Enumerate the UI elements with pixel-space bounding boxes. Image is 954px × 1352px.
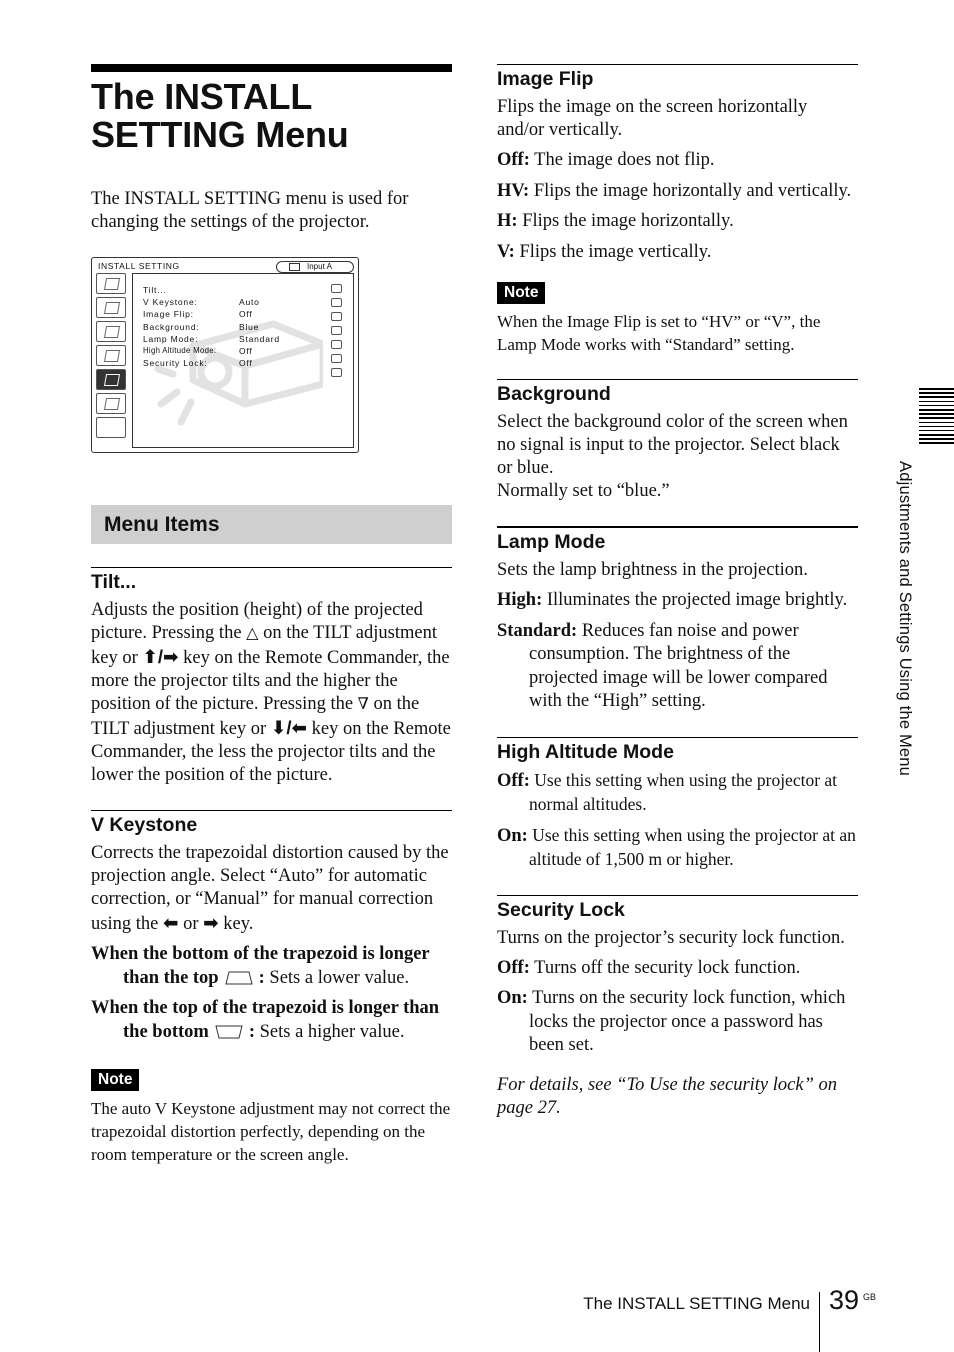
setting-value: Off [239, 358, 253, 369]
menu-items-heading: Menu Items [91, 505, 452, 544]
menu-setting-icon [96, 345, 126, 366]
altitude-status-icon [331, 354, 342, 363]
list-item: V: Flips the image vertically. [497, 241, 712, 262]
picture-menu-icon [96, 273, 126, 294]
imageflip-text: Flips the image on the screen horizontally and/or vertically. [497, 97, 808, 140]
setting-row [143, 308, 280, 320]
install-setting-icon [96, 369, 126, 390]
page-number: 39 [829, 1285, 860, 1315]
lock-status-icon [331, 368, 342, 377]
down-triangle-icon: ∇ [357, 696, 369, 713]
setting-key: V Keystone: [143, 297, 198, 308]
lampmode-text: Sets the lamp brightness in the projection. [497, 560, 808, 580]
footer-title: The INSTALL SETTING Menu [583, 1294, 810, 1313]
highalt-heading: High Altitude Mode [497, 740, 674, 763]
keystone-status-icon [331, 298, 342, 307]
list-item: Standard: Reduces fan noise and power consumption. The brightness of the projected image will be lower compared with the “High” setting. [497, 620, 828, 711]
menu-panel [132, 273, 354, 448]
background-default: Normally set to “blue.” [497, 481, 670, 501]
highalt-section [497, 737, 858, 872]
lamp-status-icon [331, 340, 342, 349]
screen-title: INSTALL SETTING [98, 261, 180, 271]
setting-key: Background: [143, 321, 200, 332]
right-arrow-icon: ➡ [203, 912, 219, 933]
blank-menu-icon [96, 417, 126, 438]
intro-text: The INSTALL SETTING menu is used for changing the settings of the projector. [91, 189, 409, 232]
list-item: Off: The image does not flip. [497, 150, 715, 170]
setting-row [143, 284, 280, 296]
left-arrow-icon: ⬅ [162, 912, 179, 933]
keystone-top-longer: When the top of the trapezoid is longer than the bottom : Sets a higher value. [91, 998, 440, 1042]
tilt-heading: Tilt... [91, 571, 137, 593]
vkeystone-note: The auto V Keystone adjustment may not correct the trapezoidal distortion perfectly, depending on the room temperature or the screen angle. [91, 1099, 451, 1164]
footer-divider [819, 1292, 820, 1352]
list-item: On: Use this setting when using the projector at an altitude of 1,500 m or higher. [497, 824, 856, 869]
list-item: H: Flips the image horizontally. [497, 211, 734, 231]
title-rule [91, 64, 452, 72]
vkeystone-section [91, 810, 452, 1166]
flip-status-icon [331, 312, 342, 321]
menu-icon-column [96, 273, 128, 441]
list-item: HV: Flips the image horizontally and vertically. [497, 180, 852, 201]
setting-value: Blue [239, 321, 260, 332]
info-menu-icon [96, 393, 126, 414]
setting-value: Standard [239, 333, 280, 344]
setting-key: Tilt... [143, 285, 167, 295]
setting-row [143, 321, 280, 333]
setting-value: Off [239, 346, 253, 357]
trapezoid-wide-top-icon [215, 1025, 243, 1039]
note-badge: Note [497, 282, 545, 304]
list-item: High: Illuminates the projected image brightly. [497, 590, 848, 610]
vkeystone-heading: V Keystone [91, 814, 198, 836]
background-heading: Background [497, 383, 611, 405]
tilt-text: Adjusts the position (height) of the projected picture. Pressing the △ on the TILT adjustment key or ⬆/➡ key on the Remote Commander, the more the projector tilts and the higher the position of the picture. Pressing the ∇ on the TILT adjustment key or ⬇/⬅ key on the Remote Commander, the less the projector tilts and the lower the position of the picture. [91, 600, 451, 785]
list-item: On: Turns on the security lock function, which locks the projector once a password has been set. [497, 988, 846, 1055]
background-section [497, 379, 858, 503]
note-badge: Note [91, 1069, 139, 1091]
tilt-section [91, 567, 452, 787]
seclock-reference: For details, see “To Use the security lock” on page 27. [497, 1074, 837, 1118]
vkeystone-text: Corrects the trapezoidal distortion caused by the projection angle. Select “Auto” for automatic correction, or “Manual” for manual correction using the ⬅ or ➡ key. [91, 843, 449, 934]
input-icon [289, 263, 300, 271]
lampmode-section [497, 526, 858, 714]
list-item: Off: Use this setting when using the projector at normal altitudes. [497, 769, 838, 814]
down-left-arrow-icon: ⬇/⬅ [270, 717, 307, 738]
trapezoid-wide-bottom-icon [225, 971, 253, 985]
imageflip-heading: Image Flip [497, 68, 594, 90]
seclock-heading: Security Lock [497, 898, 625, 921]
imageflip-note: When the Image Flip is set to “HV” or “V”, the Lamp Mode works with “Standard” setting. [497, 312, 821, 354]
input-indicator [276, 261, 354, 273]
right-column [497, 64, 858, 1120]
setting-list [143, 284, 280, 369]
region-code: GB [863, 1292, 877, 1302]
background-status-icon [331, 326, 342, 335]
seclock-section [497, 895, 858, 1120]
install-setting-screen [91, 257, 359, 453]
status-icons [331, 284, 343, 382]
input-label: Input A [307, 262, 332, 271]
setting-menu-icon [96, 321, 126, 342]
up-right-arrow-icon: ⬆/➡ [142, 646, 179, 667]
setting-value: Off [239, 309, 253, 320]
setting-key: Security Lock: [143, 358, 208, 369]
list-item: Off: Turns off the security lock function. [497, 957, 801, 978]
setting-row [143, 333, 280, 345]
setting-row [143, 296, 280, 308]
lampmode-heading: Lamp Mode [497, 531, 606, 553]
left-column [91, 64, 452, 1166]
tilt-status-icon [331, 284, 342, 293]
setting-key: High Altitude Mode: [143, 346, 217, 356]
setting-key: Lamp Mode: [143, 333, 199, 344]
setting-row [143, 357, 280, 369]
chapter-label: Adjustments and Settings Using the Menu [896, 461, 914, 777]
setting-key: Image Flip: [143, 309, 194, 320]
up-triangle-icon: △ [246, 625, 259, 642]
setting-row [143, 345, 280, 357]
input-menu-icon [96, 297, 126, 318]
setting-value: Auto [239, 297, 260, 308]
page-title: The INSTALL SETTING Menu [91, 76, 349, 155]
seclock-text: Turns on the projector’s security lock function. [497, 927, 845, 948]
imageflip-section [497, 64, 858, 356]
keystone-bottom-longer: When the bottom of the trapezoid is longer than the top : Sets a lower value. [91, 944, 430, 988]
chapter-tab [919, 388, 954, 447]
background-text: Select the background color of the screen when no signal is input to the projector. Select black or blue. [497, 412, 848, 478]
